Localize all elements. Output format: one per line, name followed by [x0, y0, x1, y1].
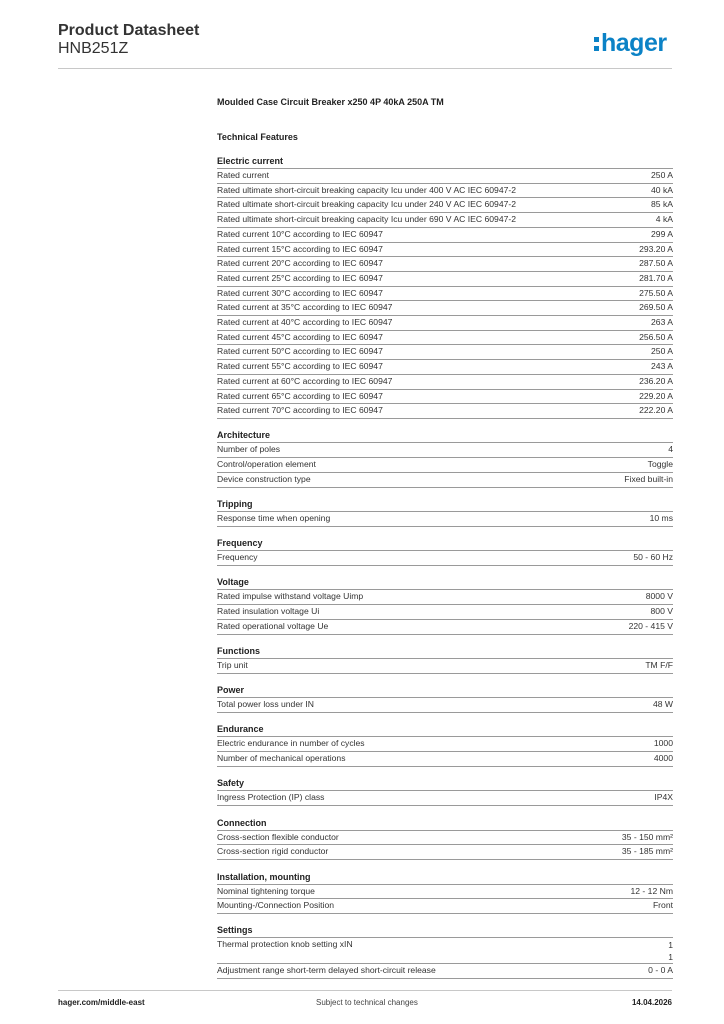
- spec-value: 35 - 150 mm²: [621, 831, 673, 842]
- spec-label: Rated insulation voltage Ui: [217, 606, 320, 617]
- spec-value: 293.20 A: [639, 243, 673, 254]
- spec-label: Cross-section flexible conductor: [217, 831, 339, 842]
- spec-label: Total power loss under IN: [217, 699, 314, 710]
- spec-row: [217, 315, 673, 330]
- spec-label: Mounting-/Connection Position: [217, 900, 335, 911]
- spec-row: [217, 830, 673, 845]
- spec-label: Thermal protection knob setting xIN: [217, 939, 353, 950]
- spec-row: [217, 389, 673, 404]
- spec-table: [217, 697, 673, 713]
- spec-section: [217, 645, 673, 674]
- spec-row: [217, 457, 673, 472]
- spec-section: [217, 576, 673, 634]
- spec-section: [217, 429, 673, 487]
- spec-label: Rated current 25°C according to IEC 60947: [217, 272, 383, 283]
- spec-value: 4: [668, 444, 673, 455]
- spec-table: [217, 658, 673, 674]
- spec-label: Rated current at 40°C according to IEC 60947: [217, 317, 393, 328]
- spec-section: [217, 777, 673, 806]
- spec-row: [217, 442, 673, 457]
- spec-label: Cross-section rigid conductor: [217, 846, 329, 857]
- spec-label: Rated current 20°C according to IEC 60947: [217, 258, 383, 269]
- section-title: Endurance: [217, 724, 264, 735]
- spec-row: [217, 619, 673, 635]
- spec-label: Rated current at 60°C according to IEC 60947: [217, 375, 393, 386]
- section-title: Architecture: [217, 430, 271, 441]
- spec-value: 48 W: [652, 699, 673, 710]
- spec-value: 220 - 415 V: [628, 620, 673, 631]
- spec-label: Adjustment range short-term delayed short-circuit release: [217, 965, 436, 976]
- spec-label: Rated current 30°C according to IEC 60947: [217, 287, 383, 298]
- spec-row: [217, 344, 673, 359]
- spec-row: [217, 937, 673, 963]
- spec-row: [217, 736, 673, 751]
- spec-value: 263 A: [651, 317, 673, 328]
- spec-label: Control/operation element: [217, 459, 316, 470]
- spec-label: Rated impulse withstand voltage Uimp: [217, 591, 364, 602]
- spec-label: Frequency: [217, 552, 258, 563]
- spec-value: 269.50 A: [639, 302, 673, 313]
- spec-value-line: 1: [668, 939, 673, 950]
- spec-table: [217, 790, 673, 806]
- spec-row: [217, 300, 673, 315]
- product-code: HNB251Z: [58, 40, 129, 57]
- feature-sections: [217, 155, 673, 979]
- spec-label: Rated current 50°C according to IEC 60947: [217, 346, 383, 357]
- header-divider: [58, 68, 672, 69]
- spec-value: [668, 938, 673, 963]
- footer-website[interactable]: hager.com/middle-east: [58, 998, 145, 1007]
- spec-label: Rated current 45°C according to IEC 60947: [217, 331, 383, 342]
- spec-section: [217, 155, 673, 419]
- spec-section: [217, 817, 673, 860]
- section-title: Settings: [217, 925, 253, 936]
- spec-row: [217, 359, 673, 374]
- spec-value: 1000: [653, 738, 673, 749]
- footer-disclaimer: Subject to technical changes: [316, 998, 418, 1007]
- spec-table: [217, 736, 673, 766]
- section-title: Frequency: [217, 538, 263, 549]
- spec-value: 85 kA: [651, 199, 673, 210]
- spec-value: 4 kA: [655, 214, 673, 225]
- spec-section: [217, 498, 673, 527]
- spec-row: [217, 751, 673, 767]
- spec-label: Ingress Protection (IP) class: [217, 792, 325, 803]
- spec-table: [217, 589, 673, 634]
- spec-row: [217, 511, 673, 527]
- spec-value: 222.20 A: [639, 405, 673, 416]
- spec-value: IP4X: [654, 792, 673, 803]
- document-title: Product Datasheet: [58, 22, 200, 39]
- spec-value: 250 A: [651, 346, 673, 357]
- spec-value: 4000: [653, 753, 673, 764]
- spec-table: [217, 884, 673, 914]
- logo-text: hager: [601, 29, 667, 57]
- spec-table: [217, 937, 673, 979]
- footer-date: 14.04.2026: [631, 998, 672, 1007]
- logo-dots-icon: [594, 37, 599, 51]
- hager-logo: [594, 28, 667, 58]
- spec-label: Trip unit: [217, 660, 248, 671]
- spec-label: Rated operational voltage Ue: [217, 620, 329, 631]
- spec-label: Rated current 55°C according to IEC 60947: [217, 361, 383, 372]
- spec-row: [217, 271, 673, 286]
- section-title: Installation, mounting: [217, 871, 311, 882]
- spec-table: [217, 550, 673, 566]
- spec-row: [217, 242, 673, 257]
- spec-label: Rated ultimate short-circuit breaking capacity Icu under 240 V AC IEC 60947-2: [217, 199, 517, 210]
- spec-row: [217, 658, 673, 674]
- spec-value-line: 1: [668, 952, 673, 963]
- spec-section: [217, 684, 673, 713]
- spec-row: [217, 844, 673, 860]
- spec-value: 10 ms: [649, 513, 673, 524]
- spec-label: Rated ultimate short-circuit breaking capacity Icu under 690 V AC IEC 60947-2: [217, 214, 517, 225]
- spec-label: Number of mechanical operations: [217, 753, 346, 764]
- footer-divider: [58, 990, 672, 991]
- spec-row: [217, 472, 673, 488]
- section-title: Power: [217, 685, 245, 696]
- section-title: Safety: [217, 778, 245, 789]
- spec-label: Electric endurance in number of cycles: [217, 738, 365, 749]
- section-title: Electric current: [217, 156, 284, 166]
- spec-label: Rated current at 35°C according to IEC 60947: [217, 302, 393, 313]
- spec-value: 0 - 0 A: [648, 965, 673, 976]
- spec-value: 236.20 A: [639, 375, 673, 386]
- spec-row: [217, 212, 673, 227]
- spec-row: [217, 403, 673, 419]
- spec-label: Rated current 65°C according to IEC 60947: [217, 390, 383, 401]
- spec-label: Response time when opening: [217, 513, 331, 524]
- spec-label: Device construction type: [217, 473, 311, 484]
- features-heading: Technical Features: [217, 132, 298, 142]
- spec-value: 250 A: [651, 170, 673, 180]
- spec-table: [217, 511, 673, 527]
- spec-value: 287.50 A: [639, 258, 673, 269]
- spec-row: [217, 330, 673, 345]
- spec-value: 229.20 A: [639, 390, 673, 401]
- spec-section: [217, 871, 673, 914]
- spec-row: [217, 286, 673, 301]
- spec-row: [217, 550, 673, 566]
- spec-value: Front: [652, 900, 673, 911]
- spec-value: 275.50 A: [639, 287, 673, 298]
- spec-value: 243 A: [651, 361, 673, 372]
- product-title: Moulded Case Circuit Breaker x250 4P 40kA 250A TM: [217, 97, 444, 107]
- spec-value: TM F/F: [645, 660, 673, 671]
- spec-row: [217, 697, 673, 713]
- spec-row: [217, 884, 673, 899]
- section-title: Voltage: [217, 577, 249, 588]
- spec-row: [217, 790, 673, 806]
- spec-label: Rated current 70°C according to IEC 60947: [217, 405, 383, 416]
- spec-row: [217, 183, 673, 198]
- section-title: Tripping: [217, 499, 253, 510]
- spec-label: Number of poles: [217, 444, 281, 455]
- spec-value: 8000 V: [645, 591, 673, 602]
- spec-table: [217, 442, 673, 487]
- spec-label: Nominal tightening torque: [217, 885, 315, 896]
- spec-row: [217, 604, 673, 619]
- spec-value: 800 V: [650, 606, 673, 617]
- spec-value: 40 kA: [651, 184, 673, 195]
- section-title: Functions: [217, 646, 260, 657]
- spec-section: [217, 924, 673, 979]
- spec-section: [217, 723, 673, 766]
- spec-row: [217, 227, 673, 242]
- spec-value: Toggle: [647, 459, 673, 470]
- spec-table: [217, 168, 673, 419]
- spec-value: 256.50 A: [639, 331, 673, 342]
- spec-row: [217, 256, 673, 271]
- spec-value: Fixed built-in: [624, 473, 673, 484]
- spec-row: [217, 197, 673, 212]
- spec-row: [217, 898, 673, 914]
- spec-value: 12 - 12 Nm: [630, 885, 673, 896]
- spec-label: Rated ultimate short-circuit breaking capacity Icu under 400 V AC IEC 60947-2: [217, 184, 517, 195]
- spec-row: [217, 963, 673, 979]
- datasheet-body: [217, 96, 673, 990]
- spec-section: [217, 537, 673, 566]
- spec-row: [217, 374, 673, 389]
- spec-value: 299 A: [651, 228, 673, 239]
- spec-value: 35 - 185 mm²: [621, 846, 673, 857]
- spec-value: 50 - 60 Hz: [633, 552, 673, 563]
- spec-value: 281.70 A: [639, 272, 673, 283]
- spec-label: Rated current 10°C according to IEC 60947: [217, 228, 383, 239]
- section-title: Connection: [217, 817, 267, 828]
- spec-label: Rated current 15°C according to IEC 60947: [217, 243, 383, 254]
- spec-row: [217, 168, 673, 183]
- spec-label: Rated current: [217, 170, 270, 180]
- spec-table: [217, 830, 673, 860]
- spec-row: [217, 589, 673, 604]
